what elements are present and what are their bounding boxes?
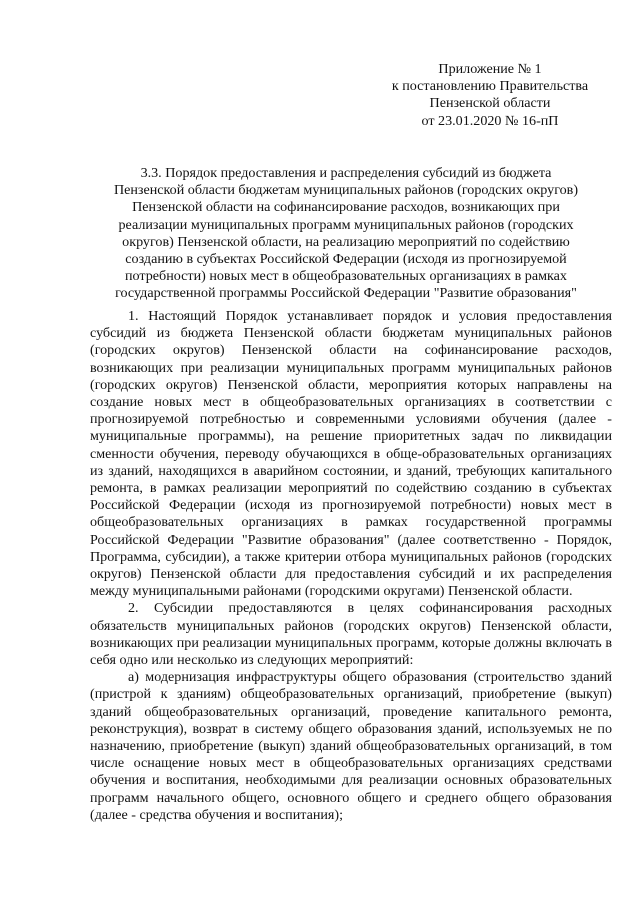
section-title-line: Пензенской области на софинансирование расходов, возникающих при <box>132 199 560 216</box>
paragraph-1: 1. Настоящий Порядок устанавливает порядок и условия предоставления субсидий из бюджета Пензенской области бюджетам муниципальных районов (городских округов) Пензенской области на софинансирование расходов, возникающих при реализации муниципальных программ муниципальных районов (городских округов) Пензенской области, мероприятия которых направлены на создание новых мест в общеобразовательных организациях в соответствии с прогнозируемой потребностью и современными условиями обучения (далее - муниципальные программы), на решение приоритетных задач по ликвидации сменности обучения, переводу обучающихся в обще-образовательных организациях из зданий, находящихся в аварийном состоянии, и зданий, требующих капитального ремонта, в рамках реализации мероприятий по содействию созданию в субъектах Российской Федерации (исходя из прогнозируемой потребности) новых мест в общеобразовательных организациях в рамках государственной программы Российской Федерации "Развитие образования" (далее соответственно - Порядок, Программа, субсидии), а также критерии отбора муниципальных районов (городских округов) Пензенской области для предоставления субсидий и их распределения между муниципальными районами (городскими округами) Пензенской области. <box>90 308 612 600</box>
section-title <box>86 165 606 303</box>
section-title-line: 3.3. Порядок предоставления и распределения субсидий из бюджета <box>140 165 552 181</box>
appendix-reference: к постановлению Правительства <box>391 78 589 95</box>
document-body <box>90 308 612 824</box>
appendix-date: от 23.01.2020 № 16-пП <box>421 112 559 129</box>
section-title-line: округов) Пензенской области, на реализацию мероприятий по содействию <box>122 233 570 250</box>
section-title-line: потребности) новых мест в общеобразовательных организациях в рамках <box>125 268 567 285</box>
section-title-line: реализации муниципальных программ муниципальных районов (городских <box>118 216 574 233</box>
section-title-line: Пензенской области бюджетам муниципальных районов (городских округов) <box>113 182 579 199</box>
section-title-line: созданию в субъектах Российской Федерации (исходя из прогнозируемой <box>125 251 567 268</box>
paragraph-2a: а) модернизация инфраструктуры общего образования (строительство зданий (пристрой к зданиям) общеобразовательных организаций, приобретение (выкуп) зданий общеобразовательных организаций, проведение капитального ремонта, реконструкция), возврат в систему общего образования зданий, используемых не по назначению, приобретение (выкуп) зданий общеобразовательных организаций, в том числе оснащение новых мест в общеобразовательных организациях средствами обучения и воспитания, необходимыми для реализации основных образовательных программ начального общего, основного общего и среднего общего образования (далее - средства обучения и воспитания); <box>90 669 612 823</box>
appendix-title: Приложение № 1 <box>438 61 542 77</box>
paragraph-2: 2. Субсидии предоставляются в целях софинансирования расходных обязательств муниципальных районов (городских округов) Пензенской области, возникающих при реализации муниципальных программ, которые должны включать в себя одно или несколько из следующих мероприятий: <box>90 600 612 669</box>
section-title-line: государственной программы Российской Федерации "Развитие образования" <box>115 285 577 302</box>
appendix-region: Пензенской области <box>429 95 551 112</box>
appendix-header <box>368 61 612 130</box>
